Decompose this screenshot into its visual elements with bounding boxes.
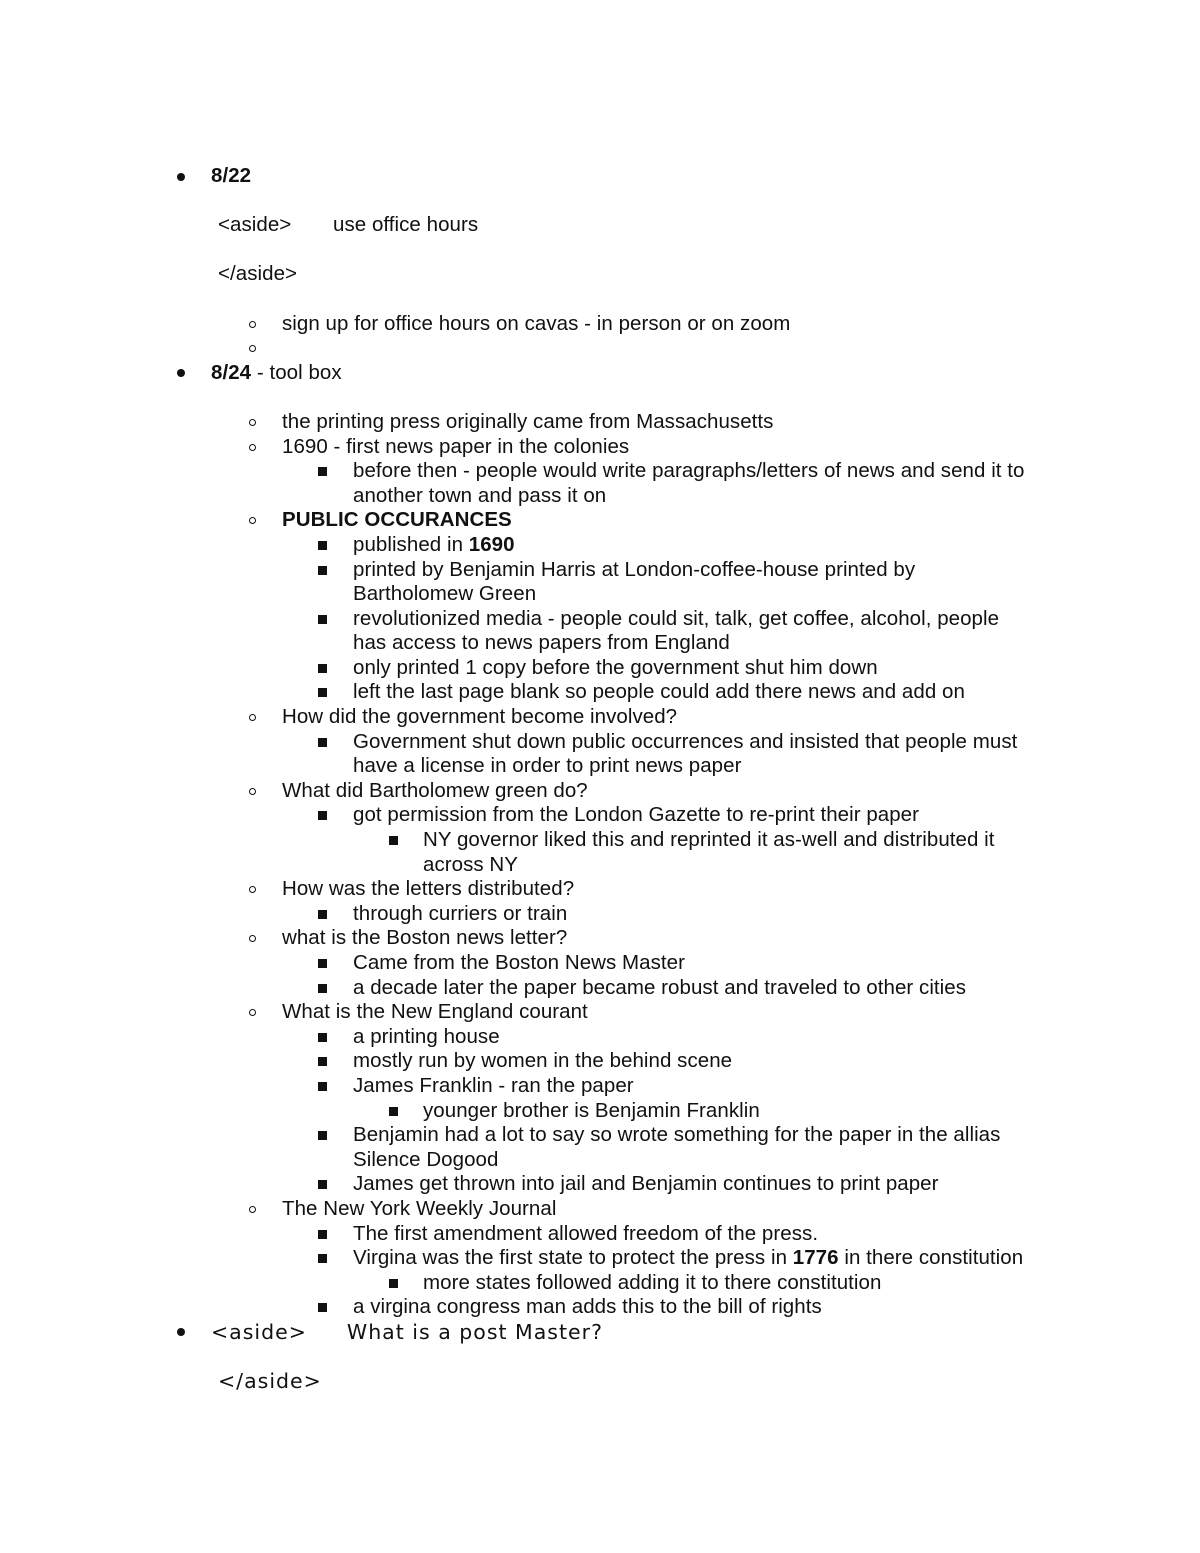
bullet-square-icon — [318, 541, 327, 550]
list-item: through curriers or train — [0, 902, 1200, 927]
date-heading: 8/24 — [211, 360, 252, 384]
list-item: James Franklin - ran the paper — [0, 1074, 1200, 1099]
bullet-square-icon — [318, 1254, 327, 1263]
list-item: mostly run by women in the behind scene — [0, 1049, 1200, 1074]
bullet-circle-icon — [249, 788, 256, 795]
bullet-square-icon — [318, 664, 327, 673]
list-item: Government shut down public occurrences and insisted that people must — [0, 730, 1200, 755]
section-heading: PUBLIC OCCURANCES — [282, 508, 512, 532]
list-item: The first amendment allowed freedom of the press. — [0, 1222, 1200, 1247]
bullet-square-icon — [318, 984, 327, 993]
bullet-square-icon — [318, 1057, 327, 1066]
list-item: Virgina was the first state to protect the press in 1776 in there constitution — [0, 1246, 1200, 1271]
list-item: 1690 - first news paper in the colonies — [0, 435, 1200, 460]
bullet-square-icon — [318, 910, 327, 919]
bullet-circle-icon — [249, 345, 256, 352]
bullet-square-icon — [318, 688, 327, 697]
aside-close-tag: </aside> — [218, 1369, 322, 1394]
bullet-square-icon — [318, 1180, 327, 1189]
bullet-square-icon — [389, 1279, 398, 1288]
list-item: Benjamin had a lot to say so wrote something for the paper in the allias — [0, 1123, 1200, 1148]
list-item: published in 1690 — [0, 533, 1200, 558]
list-item: sign up for office hours on cavas - in person or on zoom — [0, 312, 1200, 337]
bullet-square-icon — [318, 566, 327, 575]
bullet-square-icon — [318, 738, 327, 747]
list-item-continuation: Bartholomew Green — [353, 582, 537, 606]
bullet-circle-icon — [249, 444, 256, 451]
list-item: only printed 1 copy before the government shut him down — [0, 656, 1200, 681]
bullet-square-icon — [318, 1033, 327, 1042]
list-item-continuation: across NY — [423, 852, 519, 876]
bullet-square-icon — [389, 1107, 398, 1116]
list-item: left the last page blank so people could add there news and add on — [0, 680, 1200, 705]
list-item: a virgina congress man adds this to the bill of rights — [0, 1295, 1200, 1320]
aside-block-close — [0, 262, 1200, 287]
bullet-circle-icon — [249, 419, 256, 426]
list-item: a decade later the paper became robust and traveled to other cities — [0, 976, 1200, 1001]
bullet-disc-icon — [177, 369, 185, 377]
aside-open-tag: <aside> — [211, 1319, 307, 1344]
aside-close-tag: </aside> — [218, 262, 298, 286]
bullet-square-icon — [318, 1230, 327, 1239]
aside-open-tag: <aside> — [218, 213, 292, 237]
list-item: revolutionized media - people could sit, talk, get coffee, alcohol, people — [0, 607, 1200, 632]
notes-list — [0, 164, 1200, 1394]
bullet-square-icon — [318, 811, 327, 820]
list-item: What did Bartholomew green do? — [0, 779, 1200, 804]
list-item: How was the letters distributed? — [0, 877, 1200, 902]
list-item: James get thrown into jail and Benjamin continues to print paper — [0, 1172, 1200, 1197]
list-item-continuation: have a license in order to print news paper — [353, 754, 742, 778]
bullet-circle-icon — [249, 1009, 256, 1016]
bullet-square-icon — [389, 836, 398, 845]
bullet-disc-icon — [177, 173, 185, 181]
list-item: before then - people would write paragraphs/letters of news and send it to — [0, 459, 1200, 484]
bullet-square-icon — [318, 959, 327, 968]
aside-text: What is a post Master? — [346, 1319, 603, 1344]
bullet-circle-icon — [249, 886, 256, 893]
list-item-continuation: has access to news papers from England — [353, 631, 730, 655]
bullet-circle-icon — [249, 714, 256, 721]
list-item-continuation: Silence Dogood — [353, 1147, 499, 1171]
date-heading: 8/22 — [211, 164, 252, 187]
aside-block — [0, 213, 1200, 238]
bullet-square-icon — [318, 1131, 327, 1140]
bullet-square-icon — [318, 1082, 327, 1091]
list-item: printed by Benjamin Harris at London-coffee-house printed by — [0, 558, 1200, 583]
bullet-square-icon — [318, 467, 327, 476]
aside-text: use office hours — [333, 213, 479, 237]
list-item: what is the Boston news letter? — [0, 926, 1200, 951]
bullet-circle-icon — [249, 517, 256, 524]
bullet-circle-icon — [249, 321, 256, 328]
list-item: younger brother is Benjamin Franklin — [0, 1099, 1200, 1124]
list-item: How did the government become involved? — [0, 705, 1200, 730]
bullet-disc-icon — [177, 1328, 185, 1336]
list-item — [0, 164, 1200, 189]
list-item: The New York Weekly Journal — [0, 1197, 1200, 1222]
list-item: NY governor liked this and reprinted it as-well and distributed it — [0, 828, 1200, 853]
bullet-circle-icon — [249, 1206, 256, 1213]
list-item: got permission from the London Gazette to re-print their paper — [0, 803, 1200, 828]
aside-block-close — [0, 1369, 1200, 1394]
list-item-continuation: another town and pass it on — [353, 483, 607, 507]
list-item: 8/24 - tool box — [0, 361, 1200, 386]
list-item — [0, 508, 1200, 533]
list-item-empty — [0, 336, 1200, 361]
list-item: more states followed adding it to there constitution — [0, 1271, 1200, 1296]
list-item: a printing house — [0, 1025, 1200, 1050]
list-item: the printing press originally came from Massachusetts — [0, 410, 1200, 435]
list-item — [0, 1320, 1200, 1345]
bullet-circle-icon — [249, 935, 256, 942]
list-item: What is the New England courant — [0, 1000, 1200, 1025]
bullet-square-icon — [318, 1303, 327, 1312]
bullet-square-icon — [318, 615, 327, 624]
list-item: Came from the Boston News Master — [0, 951, 1200, 976]
